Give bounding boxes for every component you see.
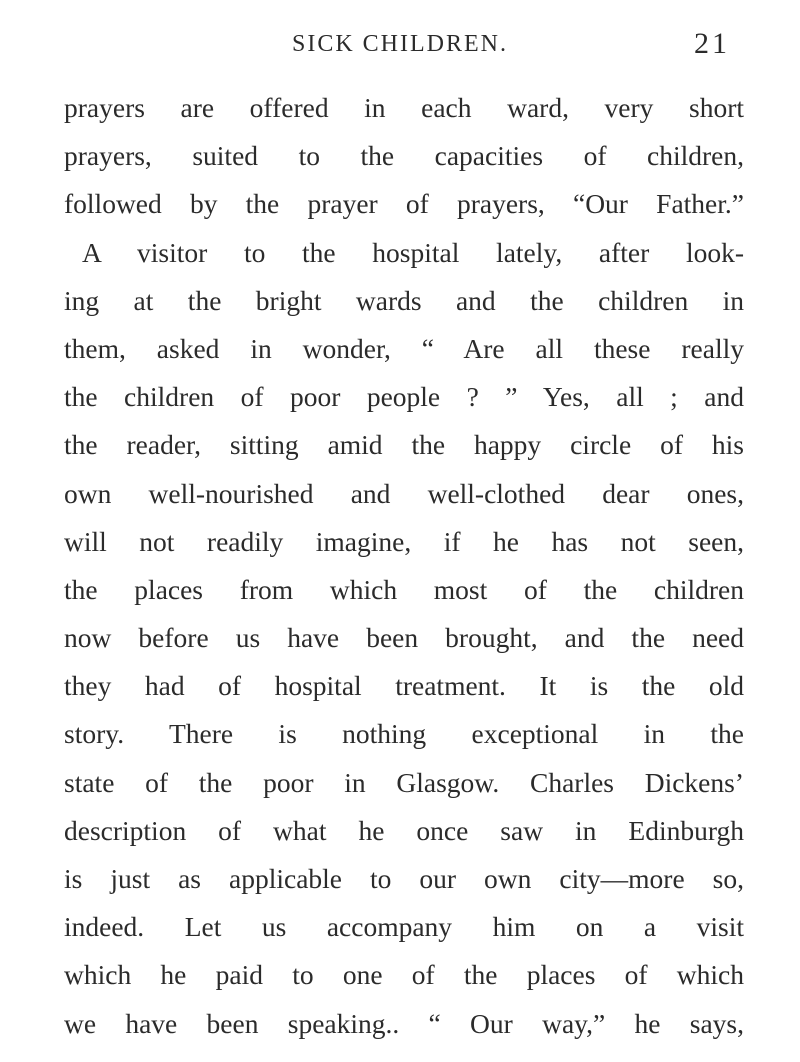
text-line: the children of poor people ? ” Yes, all ; and [64,381,744,413]
text-line: which he paid to one of the places of which [64,959,744,991]
page-number: 21 [694,27,730,60]
text-line: they had of hospital treatment. It is the old [64,670,744,702]
text-line: the reader, sitting amid the happy circle of his [64,429,744,461]
text-line: ing at the bright wards and the children in [64,284,744,316]
text-line: now before us have been brought, and the need [64,622,744,654]
text-line: own well-nourished and well-clothed dear ones, [64,477,744,509]
text-line: we have been speaking.. “ Our way,” he says, [64,1007,744,1039]
text-line: followed by the prayer of prayers, “Our Father.” [64,188,744,220]
running-title: SICK CHILDREN. [291,31,508,57]
text-line: state of the poor in Glasgow. Charles Dickens’ [64,766,744,798]
text-line: prayers, suited to the capacities of children, [64,140,744,172]
text-line: description of what he once saw in Edinburgh [64,814,744,846]
text-line: is just as applicable to our own city—more so, [64,863,744,894]
text-line: story. There is nothing exceptional in the [64,718,744,750]
text-line: them, asked in wonder, “ Are all these really [64,332,744,364]
running-head [70,24,730,64]
paragraph-start-line: A visitor to the hospital lately, after look- [82,236,744,268]
text-line: will not readily imagine, if he has not seen, [64,525,744,557]
text-line: indeed. Let us accompany him on a visit [64,911,744,943]
text-line: prayers are offered in each ward, very short [64,92,744,123]
body-text [64,84,744,1048]
text-line: the places from which most of the children [64,573,744,605]
